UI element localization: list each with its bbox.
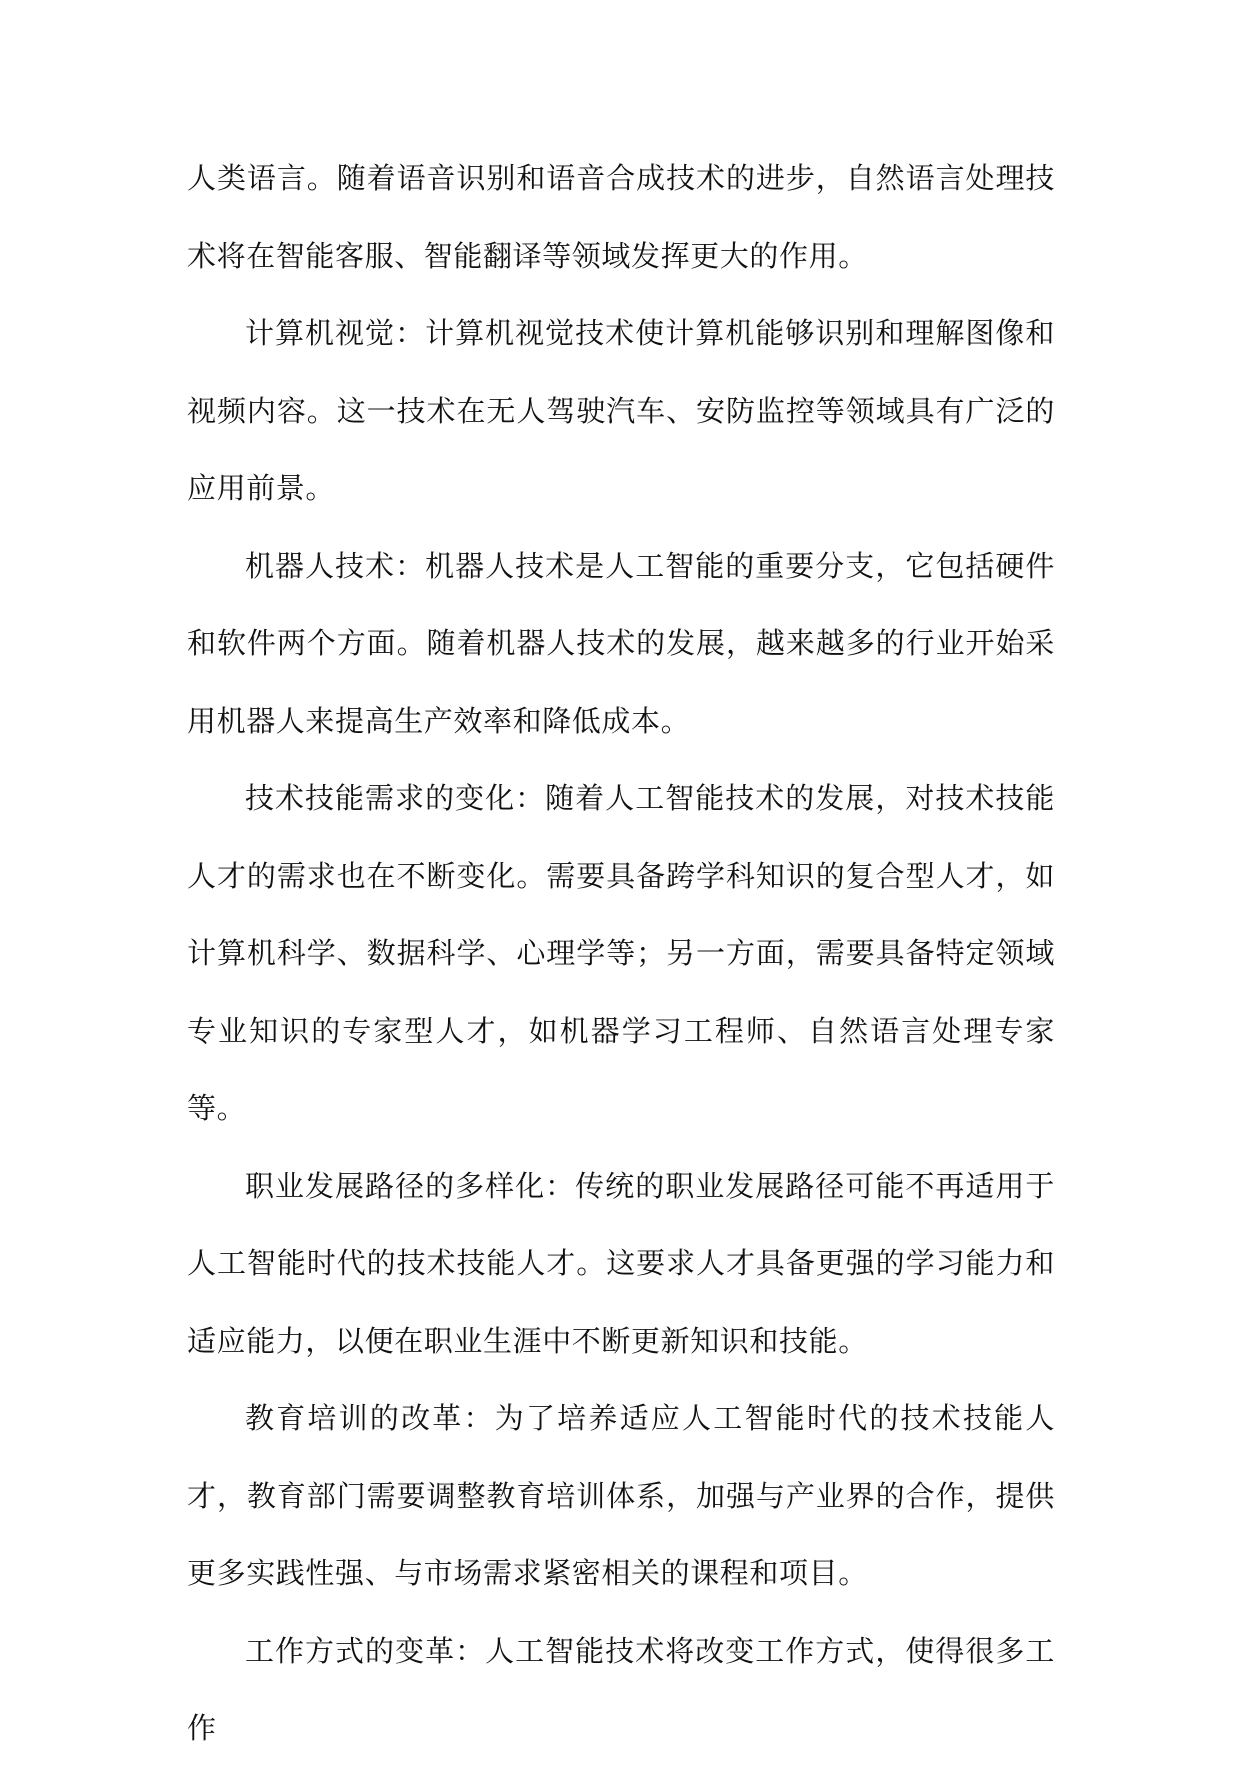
paragraph-robotics: 机器人技术：机器人技术是人工智能的重要分支，它包括硬件和软件两个方面。随着机器人技术的发展，越来越多的行业开始采用机器人来提高生产效率和降低成本。 xyxy=(187,548,1055,738)
document-body xyxy=(187,140,1055,1768)
paragraph-career-path-diversification: 职业发展路径的多样化：传统的职业发展路径可能不再适用于人工智能时代的技术技能人才。这要求人才具备更强的学习能力和适应能力，以便在职业生涯中不断更新知识和技能。 xyxy=(187,1168,1055,1358)
paragraph-education-reform: 教育培训的改革：为了培养适应人工智能时代的技术技能人才，教育部门需要调整教育培训体系，加强与产业界的合作，提供更多实践性强、与市场需求紧密相关的课程和项目。 xyxy=(187,1401,1055,1590)
paragraph-work-mode-change: 工作方式的变革：人工智能技术将改变工作方式，使得很多工作 xyxy=(187,1633,1055,1745)
paragraph-nlp-continuation: 人类语言。随着语音识别和语音合成技术的进步，自然语言处理技术将在智能客服、智能翻译等领域发挥更大的作用。 xyxy=(187,161,1055,273)
paragraph-skill-demand-change: 技术技能需求的变化：随着人工智能技术的发展，对技术技能人才的需求也在不断变化。需要具备跨学科知识的复合型人才，如计算机科学、数据科学、心理学等；另一方面，需要具备特定领域专业知识的专家型人才，如机器学习工程师、自然语言处理专家等。 xyxy=(187,781,1055,1125)
paragraph-computer-vision: 计算机视觉：计算机视觉技术使计算机能够识别和理解图像和视频内容。这一技术在无人驾驶汽车、安防监控等领域具有广泛的应用前景。 xyxy=(187,316,1055,505)
